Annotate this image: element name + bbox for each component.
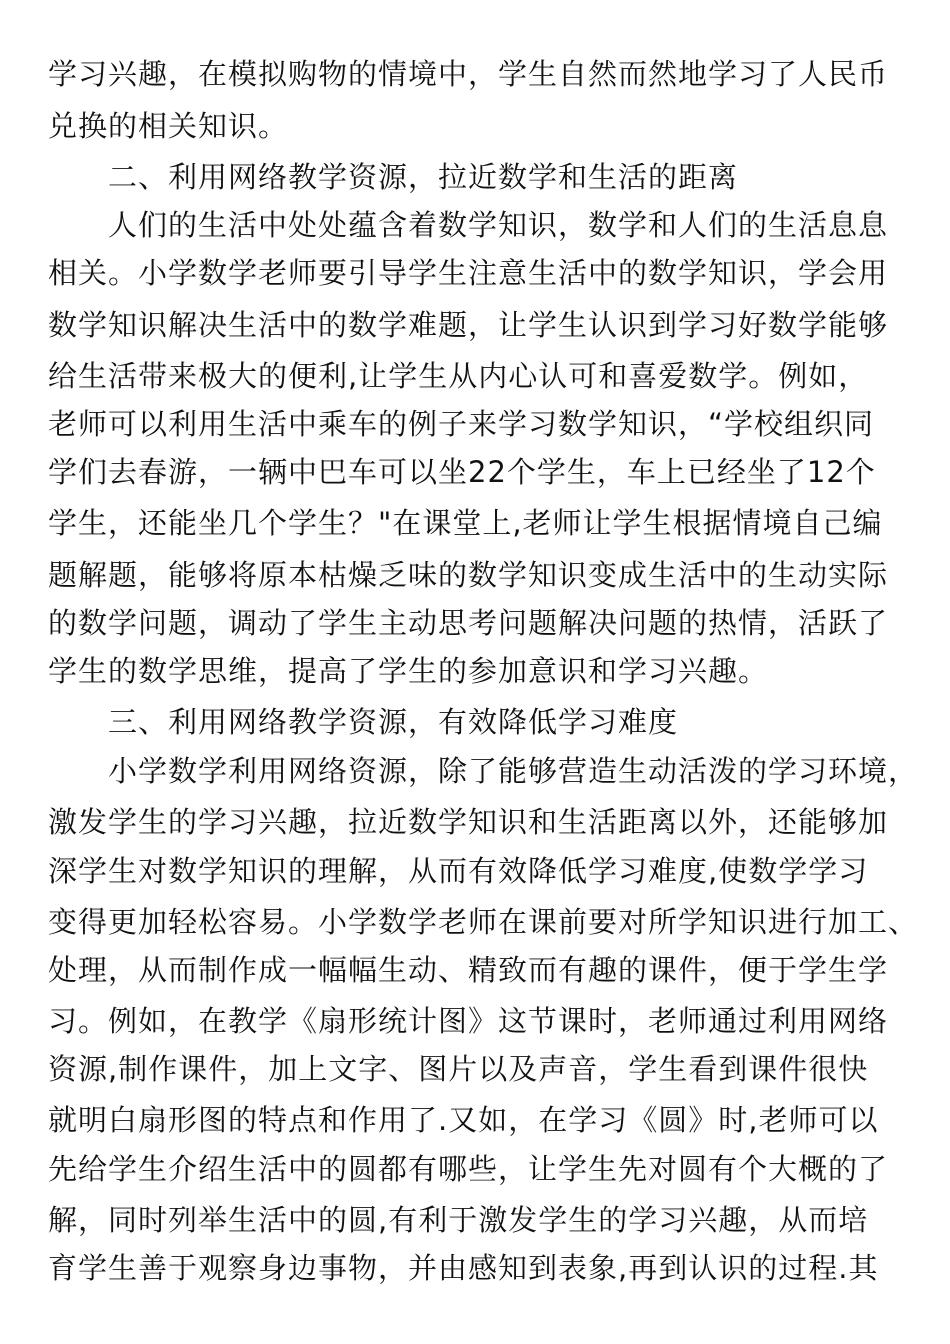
text-line: 学生的数学思维，提高了学生的参加意识和学习兴趣。 — [48, 654, 769, 688]
text-line: 就明白扇形图的特点和作用了.又如，在学习《圆》时,老师可以 — [48, 1103, 879, 1137]
text-line: 小学数学利用网络资源，除了能够营造生动活泼的学习环境， — [108, 754, 919, 788]
text-line: 题解题，能够将原本枯燥乏味的数学知识变成生活中的生动实际 — [48, 558, 889, 592]
section-heading: 三、利用网络教学资源，有效降低学习难度 — [108, 705, 679, 739]
text-line: 处理，从而制作成一幅幅生动、精致而有趣的课件，便于学生学 — [48, 953, 889, 987]
text-line: 老师可以利用生活中乘车的例子来学习数学知识，“学校组织同 — [48, 407, 875, 441]
text-line: 激发学生的学习兴趣，拉近数学知识和生活距离以外，还能够加 — [48, 805, 889, 839]
text-line: 相关。小学数学老师要引导学生注意生活中的数学知识，学会用 — [48, 256, 889, 290]
text-line: 兑换的相关知识。 — [48, 109, 289, 143]
text-line: 给生活带来极大的便利,让学生从内心认可和喜爱数学。例如， — [48, 359, 869, 393]
text-line: 深学生对数学知识的理解，从而有效降低学习难度,使数学学习 — [48, 854, 869, 888]
text-line: 解，同时列举生活中的圆,有利于激发学生的学习兴趣，从而培 — [48, 1203, 869, 1237]
text-line: 育学生善于观察身边事物，并由感知到表象,再到认识的过程.其 — [48, 1251, 879, 1285]
text-line: 数学知识解决生活中的数学难题，让学生认识到学习好数学能够 — [48, 308, 889, 342]
text-line: 学生，还能坐几个学生？"在课堂上,老师让学生根据情境自己编 — [48, 506, 883, 540]
text-line: 资源,制作课件，加上文字、图片以及声音，学生看到课件很快 — [48, 1052, 869, 1086]
text-line: 人们的生活中处处蕴含着数学知识，数学和人们的生活息息 — [108, 208, 889, 242]
text-line: 变得更加轻松容易。小学数学老师在课前要对所学知识进行加工、 — [48, 905, 919, 939]
text-line: 的数学问题，调动了学生主动思考问题解决问题的热情，活跃了 — [48, 606, 889, 640]
text-line: 先给学生介绍生活中的圆都有哪些，让学生先对圆有个大概的了 — [48, 1152, 889, 1186]
text-line: 习。例如，在教学《扇形统计图》这节课时，老师通过利用网络 — [48, 1004, 889, 1038]
text-line: 学们去春游，一辆中巴车可以坐22个学生，车上已经坐了12个 — [48, 455, 876, 489]
text-line: 学习兴趣，在模拟购物的情境中，学生自然而然地学习了人民币 — [48, 57, 889, 91]
section-heading: 二、利用网络教学资源，拉近数学和生活的距离 — [108, 160, 739, 194]
